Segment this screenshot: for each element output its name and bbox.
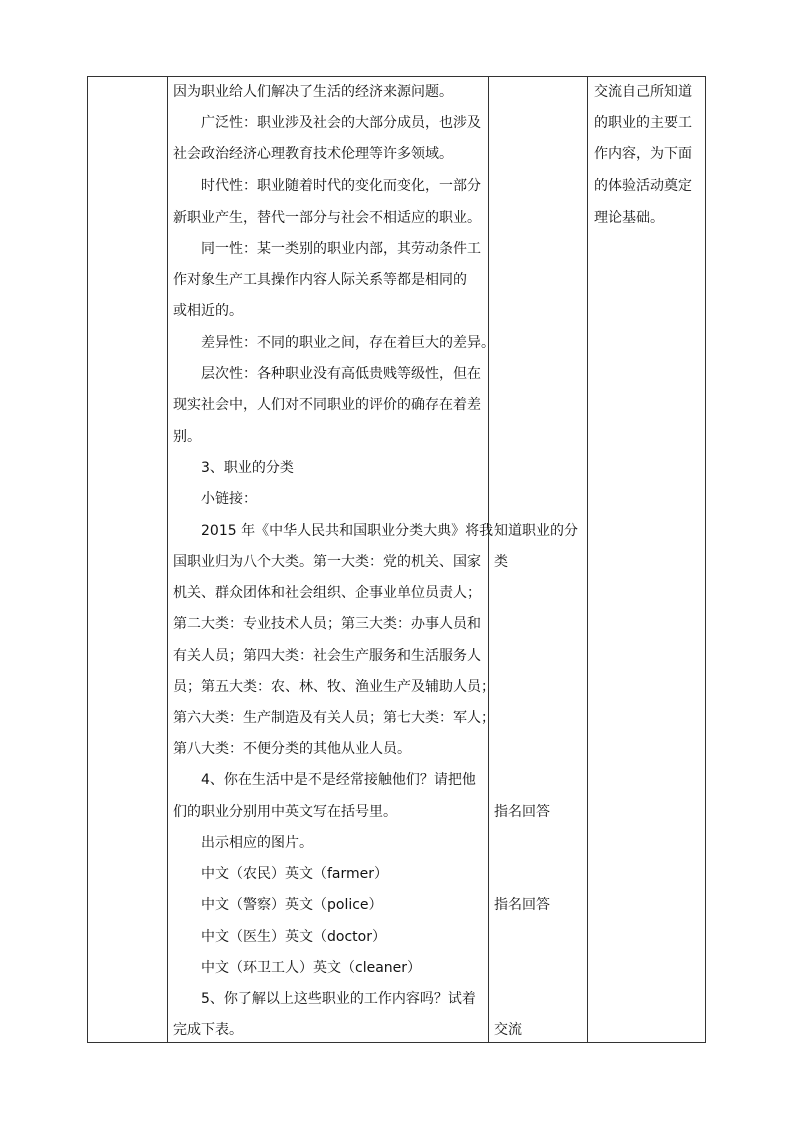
text-line: 新职业产生，替代一部分与社会不相适应的职业。 [173, 210, 481, 226]
text-line: 出示相应的图片。 [201, 835, 313, 851]
column-divider [488, 77, 489, 1042]
column-divider [167, 77, 168, 1042]
text-line: 有关人员；第四大类：社会生产服务和生活服务人 [173, 648, 481, 664]
text-line: 的职业的主要工 [594, 115, 692, 131]
text-line: 时代性：职业随着时代的变化而变化，一部分 [201, 178, 481, 194]
section-heading: 4、你在生活中是不是经常接触他们？请把他 [201, 772, 476, 788]
text-line: 别。 [173, 429, 201, 445]
section-heading: 5、你了解以上这些职业的工作内容吗？试着 [201, 991, 476, 1007]
text-line: 员；第五大类：农、林、牧、渔业生产及辅助人员； [173, 679, 495, 695]
text-line: 第八大类：不便分类的其他从业人员。 [173, 741, 411, 757]
text-line: 中文（警察）英文（police） [201, 897, 383, 913]
text-line: 中文（医生）英文（doctor） [201, 929, 386, 945]
text-line: 机关、群众团体和社会组织、企事业单位员责人； [173, 585, 481, 601]
text-line: 同一性：某一类别的职业内部，其劳动条件工 [201, 241, 481, 257]
text-line: 们的职业分别用中英文写在括号里。 [173, 804, 397, 820]
text-line: 完成下表。 [173, 1022, 243, 1038]
text-line: 指名回答 [494, 804, 550, 820]
text-line: 中文（农民）英文（farmer） [201, 866, 389, 882]
text-line: 差异性：不同的职业之间，存在着巨大的差异。 [201, 335, 495, 351]
text-line: 理论基础。 [594, 210, 664, 226]
text-line: 社会政治经济心理教育技术伦理等许多领域。 [173, 146, 453, 162]
text-line: 或相近的。 [173, 303, 243, 319]
text-line: 交流 [494, 1022, 522, 1038]
text-line: 的体验活动奠定 [594, 178, 692, 194]
text-line: 因为职业给人们解决了生活的经济来源问题。 [173, 84, 453, 100]
column-divider [587, 77, 588, 1042]
text-line: 中文（环卫工人）英文（cleaner） [201, 960, 422, 976]
text-line: 第六大类：生产制造及有关人员；第七大类：军人； [173, 710, 495, 726]
text-line: 第二大类：专业技术人员；第三大类：办事人员和 [173, 616, 481, 632]
text-line: 广泛性：职业涉及社会的大部分成员，也涉及 [201, 115, 481, 131]
text-line: 层次性：各种职业没有高低贵贱等级性，但在 [201, 366, 481, 382]
text-line: 指名回答 [494, 897, 550, 913]
text-line: 类 [494, 554, 508, 570]
text-line: 现实社会中，人们对不同职业的评价的确存在着差 [173, 397, 481, 413]
text-line: 国职业归为八个大类。第一大类：党的机关、国家 [173, 554, 481, 570]
text-line: 作内容，为下面 [594, 146, 692, 162]
lesson-table [87, 76, 706, 1043]
section-heading: 3、职业的分类 [201, 460, 294, 476]
text-line: 交流自己所知道 [594, 84, 692, 100]
text-line: 知道职业的分 [494, 523, 578, 539]
text-line: 2015 年《中华人民共和国职业分类大典》将我 [201, 523, 494, 539]
text-line: 作对象生产工具操作内容人际关系等都是相同的 [173, 272, 467, 288]
text-line: 小链接： [201, 491, 257, 507]
